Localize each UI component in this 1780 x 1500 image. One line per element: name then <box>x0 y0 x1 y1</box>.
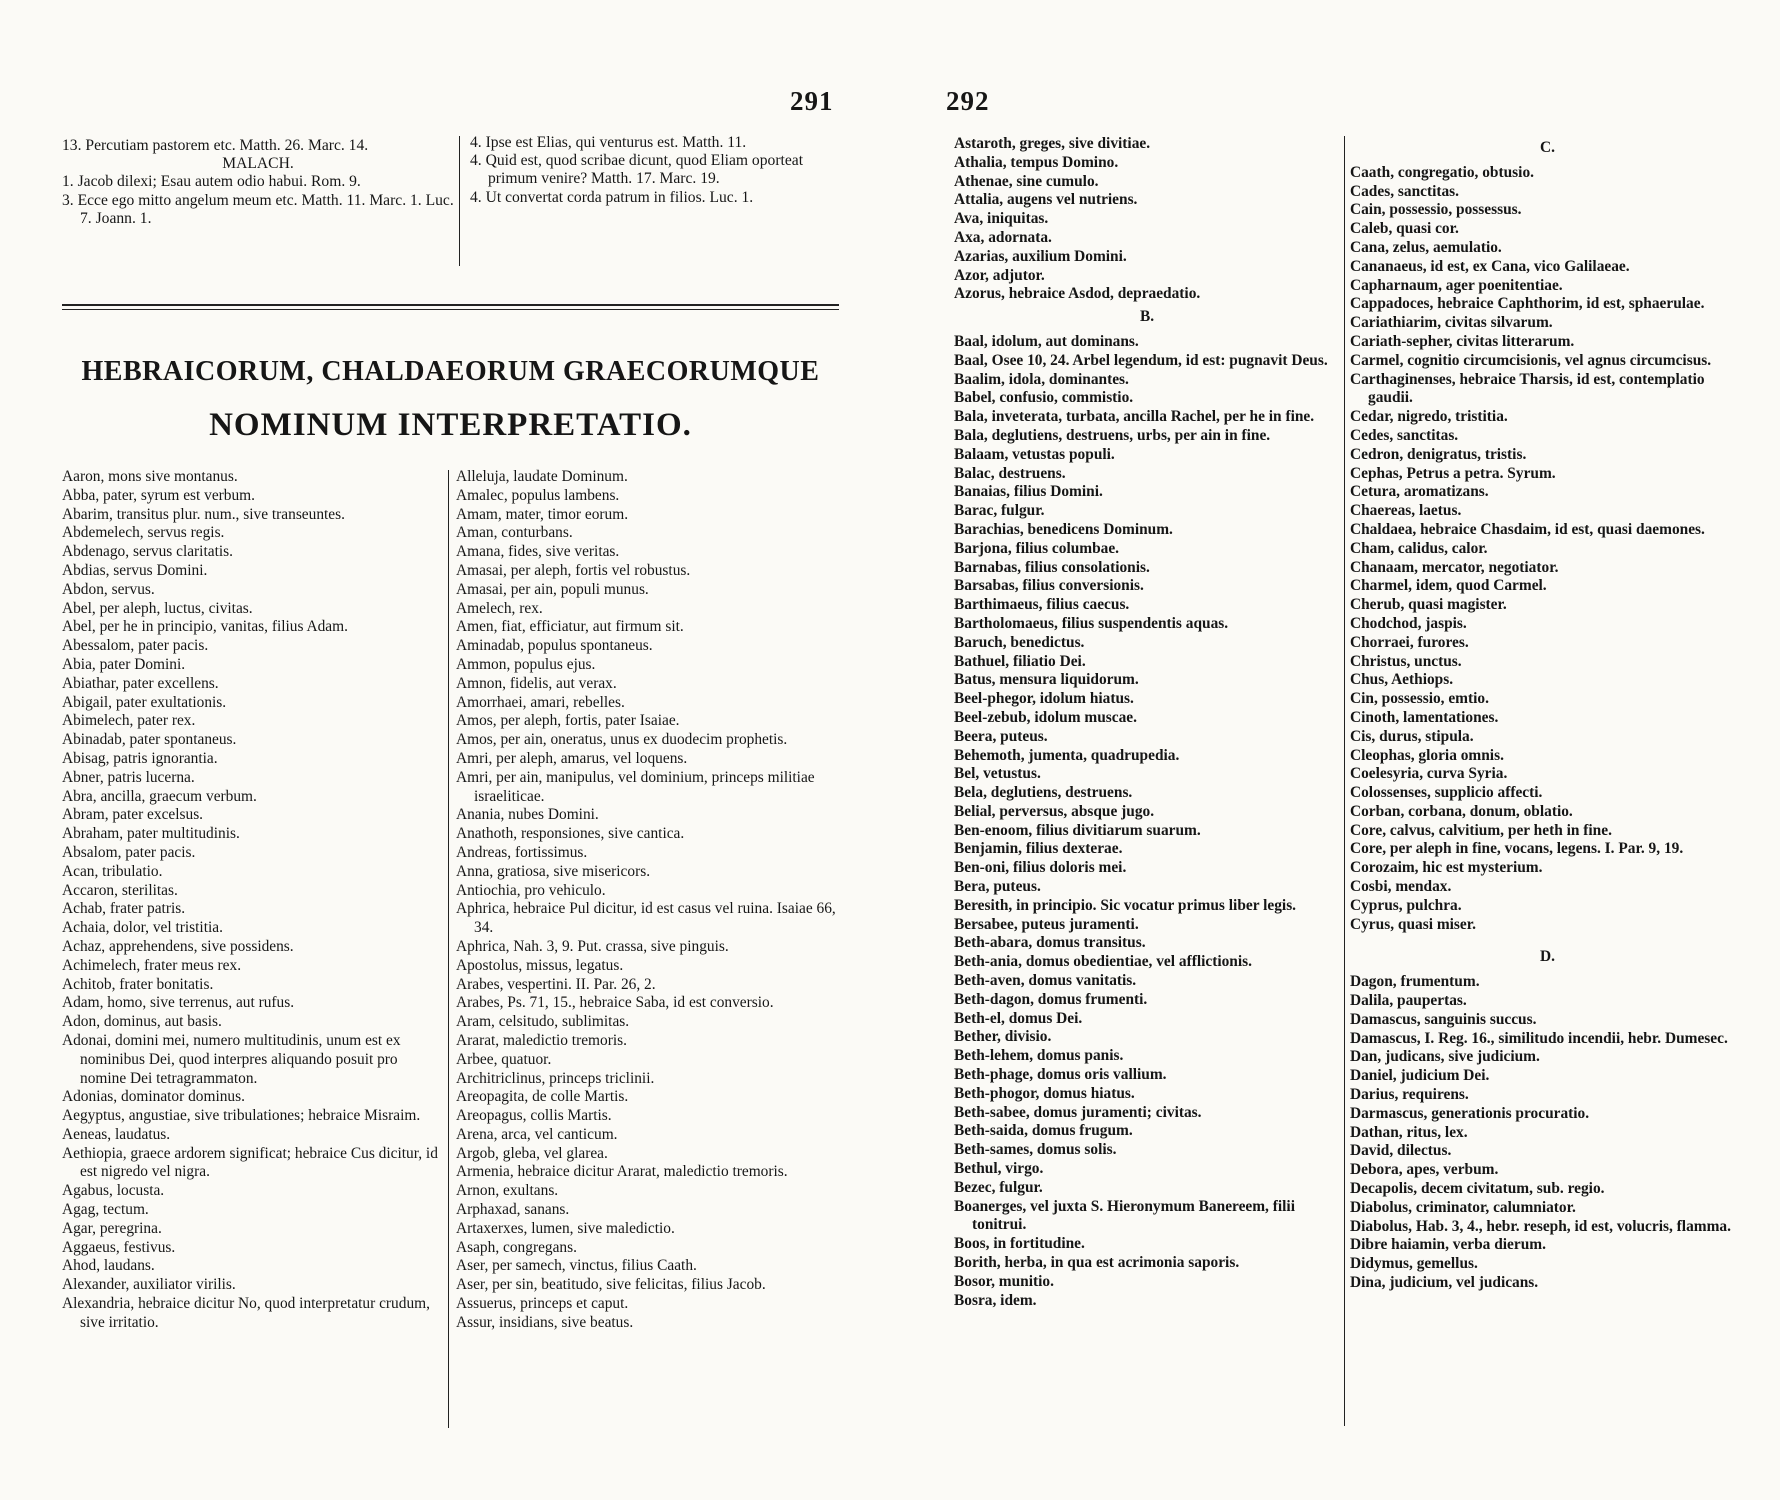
name-entry: Abram, pater excelsus. <box>62 806 204 824</box>
name-entry: Beresith, in principio. Sic vocatur primus liber legis. <box>954 896 1297 914</box>
name-entry: Beth-ania, domus obedientiae, vel afflictionis. <box>954 953 1252 971</box>
name-entry: Cosbi, mendax. <box>1350 878 1452 896</box>
name-entry: Arabes, vespertini. II. Par. 26, 2. <box>456 975 656 993</box>
name-entry: Cedar, nigredo, tristitia. <box>1350 408 1508 426</box>
name-entry: Corban, corbana, donum, oblatio. <box>1350 802 1573 820</box>
name-entry: Abel, per aleph, luctus, civitas. <box>62 599 253 617</box>
name-entry: Apostolus, missus, legatus. <box>456 956 624 974</box>
name-entry: Architriclinus, princeps triclinii. <box>456 1069 655 1087</box>
name-entry: Amasai, per aleph, fortis vel robustus. <box>456 561 691 579</box>
name-entry: Charmel, idem, quod Carmel. <box>1350 577 1547 595</box>
name-entry: Cham, calidus, calor. <box>1350 539 1488 557</box>
name-entry: Agag, tectum. <box>62 1201 149 1219</box>
name-entry: Bela, deglutiens, destruens. <box>954 784 1133 802</box>
name-entry: Dibre haiamin, verba dierum. <box>1350 1236 1546 1254</box>
name-entry: Beth-aven, domus vanitatis. <box>954 972 1137 990</box>
name-entry: Beth-sames, domus solis. <box>954 1141 1117 1159</box>
name-entry: Chus, Aethiops. <box>1350 671 1454 689</box>
page-number-right: 292 <box>946 86 990 116</box>
name-entry: Bersabee, puteus juramenti. <box>954 915 1139 933</box>
name-entry: Benjamin, filius dexterae. <box>954 840 1123 858</box>
name-entry: Bartholomaeus, filius suspendentis aquas. <box>954 614 1229 632</box>
name-entry: Absalom, pater pacis. <box>62 843 196 861</box>
name-entry: Baalim, idola, dominantes. <box>954 370 1129 388</box>
name-entry: Bel, vetustus. <box>954 765 1041 783</box>
name-entry: Ammon, populus ejus. <box>456 655 596 673</box>
name-entry: Beel-phegor, idolum hiatus. <box>954 690 1134 708</box>
name-entry: Abraham, pater multitudinis. <box>62 825 240 843</box>
name-entry: 1. Jacob dilexi; Esau autem odio habui. Rom. 9. <box>62 173 361 191</box>
name-entry: Antiochia, pro vehiculo. <box>456 881 606 899</box>
name-entry: Carmel, cognitio circumcisionis, vel agnus circumcisus. <box>1350 351 1712 369</box>
name-entry: Beth-saida, domus frugum. <box>954 1122 1133 1140</box>
name-entry: Bether, divisio. <box>954 1028 1052 1046</box>
name-entry: Abdias, servus Domini. <box>62 561 208 579</box>
name-entry: Chorraei, furores. <box>1350 633 1469 651</box>
name-entry: Ararat, maledictio tremoris. <box>456 1031 627 1049</box>
name-entry: Colossenses, supplicio affecti. <box>1350 784 1543 802</box>
name-entry: Amasai, per ain, populi munus. <box>456 580 649 598</box>
name-entry: Adonai, domini mei, numero multitudinis, unum est ex nominibus Dei, quod interpres aliquando posuit pro nomine Dei tetragrammaton. <box>62 1031 401 1087</box>
name-entry: Baal, idolum, aut dominans. <box>954 332 1139 350</box>
name-entry: Darmascus, generationis procuratio. <box>1350 1104 1590 1122</box>
name-entry: Accaron, sterilitas. <box>62 881 178 899</box>
name-entry: Aphrica, Nah. 3, 9. Put. crassa, sive pinguis. <box>456 937 729 955</box>
name-entry: Banaias, filius Domini. <box>954 483 1103 501</box>
name-entry: Abba, pater, syrum est verbum. <box>62 486 255 504</box>
name-entry: Beth-phogor, domus hiatus. <box>954 1084 1135 1102</box>
name-entry: Bezec, fulgur. <box>954 1178 1043 1196</box>
name-entry: Dathan, ritus, lex. <box>1350 1123 1468 1141</box>
names-column-4 <box>1350 135 1745 1293</box>
name-entry: Aeneas, laudatus. <box>62 1125 171 1143</box>
name-entry: Ahod, laudans. <box>62 1257 155 1275</box>
name-entry: Christus, unctus. <box>1350 652 1462 670</box>
name-entry: Abdon, servus. <box>62 580 155 598</box>
name-entry: Beth-abara, domus transitus. <box>954 934 1146 952</box>
name-entry: Cariath-sepher, civitas litterarum. <box>1350 332 1575 350</box>
name-entry: Athalia, tempus Domino. <box>954 153 1119 171</box>
name-entry: Behemoth, jumenta, quadrupedia. <box>954 746 1180 764</box>
name-entry: Amos, per aleph, fortis, pater Isaiae. <box>456 712 680 730</box>
name-entry: Chaldaea, hebraice Chasdaim, id est, quasi daemones. <box>1350 520 1705 538</box>
name-entry: Belial, perversus, absque jugo. <box>954 802 1155 820</box>
name-entry: Cedes, sanctitas. <box>1350 426 1459 444</box>
name-entry: Abinadab, pater spontaneus. <box>62 731 237 749</box>
name-entry: Achab, frater patris. <box>62 900 186 918</box>
name-entry: 13. Percutiam pastorem etc. Matth. 26. Marc. 14. <box>62 137 369 154</box>
name-entry: Barthimaeus, filius caecus. <box>954 596 1130 614</box>
name-entry: Coelesyria, curva Syria. <box>1350 765 1508 783</box>
entries-d <box>1350 973 1745 1293</box>
name-entry: Azarias, auxilium Domini. <box>954 247 1127 265</box>
name-entry: Core, per aleph in fine, vocans, legens. I. Par. 9, 19. <box>1350 840 1684 858</box>
name-entry: Abner, patris lucerna. <box>62 768 195 786</box>
name-entry: Astaroth, greges, sive divitiae. <box>954 135 1151 152</box>
name-entry: Aggaeus, festivus. <box>62 1238 176 1256</box>
section-rule-bottom <box>62 309 839 310</box>
name-entry: Bathuel, filiatio Dei. <box>954 652 1086 670</box>
name-entry: Abra, ancilla, graecum verbum. <box>62 787 257 805</box>
name-entry: Barachias, benedicens Dominum. <box>954 520 1173 538</box>
name-entry: Cetura, aromatizans. <box>1350 483 1489 501</box>
name-entry: Barsabas, filius conversionis. <box>954 577 1144 595</box>
name-entry: Abisag, patris ignorantia. <box>62 749 218 767</box>
top-right-verses <box>470 134 842 207</box>
name-entry: Beth-phage, domus oris vallium. <box>954 1066 1167 1084</box>
name-entry: Achimelech, frater meus rex. <box>62 956 242 974</box>
name-entry: Aaron, mons sive montanus. <box>62 468 238 485</box>
name-entry: Cariathiarim, civitas silvarum. <box>1350 314 1553 332</box>
name-entry: Baal, Osee 10, 24. Arbel legendum, id est: pugnavit Deus. <box>954 351 1328 369</box>
name-entry: 4. Ut convertat corda patrum in filios. Luc. 1. <box>470 188 754 206</box>
name-entry: Arphaxad, sanans. <box>456 1201 570 1219</box>
name-entry: Acan, tribulatio. <box>62 862 163 880</box>
name-entry: Aser, per sin, beatitudo, sive felicitas, filius Jacob. <box>456 1276 766 1294</box>
name-entry: Aethiopia, graece ardorem significat; hebraice Cus dicitur, id est nigredo vel nigra. <box>62 1144 438 1181</box>
top-column-divider <box>459 136 460 266</box>
name-entry: Boanerges, vel juxta S. Hieronymum Banereem, filii tonitrui. <box>954 1197 1295 1234</box>
name-entry: Cin, possessio, emtio. <box>1350 690 1489 708</box>
name-entry: Bera, puteus. <box>954 878 1041 896</box>
name-entry: Azorus, hebraice Asdod, depraedatio. <box>954 285 1201 303</box>
name-entry: Bala, deglutiens, destruens, urbs, per ain in fine. <box>954 426 1271 444</box>
name-entry: Areopagus, collis Martis. <box>456 1107 612 1125</box>
name-entry: Amorrhaei, amari, rebelles. <box>456 693 625 711</box>
name-entry: Achitob, frater bonitatis. <box>62 975 214 993</box>
name-entry: 4. Quid est, quod scribae dicunt, quod Eliam oporteat primum venire? Matth. 17. Marc. 19. <box>470 152 804 188</box>
name-entry: Boos, in fortitudine. <box>954 1235 1085 1253</box>
name-entry: Andreas, fortissimus. <box>456 843 588 861</box>
name-entry: Damascus, I. Reg. 16., similitudo incendii, hebr. Dumesec. <box>1350 1029 1728 1047</box>
name-entry: Cyrus, quasi miser. <box>1350 915 1476 933</box>
name-entry: Abia, pater Domini. <box>62 655 186 673</box>
name-entry: Armenia, hebraice dicitur Ararat, maledictio tremoris. <box>456 1163 788 1181</box>
name-entry: Amana, fides, sive veritas. <box>456 543 620 561</box>
name-entry: Darius, requirens. <box>1350 1086 1469 1104</box>
name-entry: Artaxerxes, lumen, sive maledictio. <box>456 1219 675 1237</box>
name-entry: Bosor, munitio. <box>954 1272 1054 1290</box>
name-entry: Aram, celsitudo, sublimitas. <box>456 1013 630 1031</box>
name-entry: Caleb, quasi cor. <box>1350 220 1459 238</box>
name-entry: Amalec, populus lambens. <box>456 486 620 504</box>
name-entry: 4. Ipse est Elias, qui venturus est. Matth. 11. <box>470 134 747 151</box>
entries-b <box>954 333 1340 1310</box>
name-entry: Abarim, transitus plur. num., sive transeuntes. <box>62 505 345 523</box>
name-entry: David, dilectus. <box>1350 1142 1452 1160</box>
name-entry: Core, calvus, calvitium, per heth in fine. <box>1350 821 1612 839</box>
name-entry: Aminadab, populus spontaneus. <box>456 637 653 655</box>
name-entry: Anna, gratiosa, sive misericors. <box>456 862 651 880</box>
name-entry: Beera, puteus. <box>954 727 1048 745</box>
name-entry: Argob, gleba, vel glarea. <box>456 1144 608 1162</box>
name-entry: Adam, homo, sive terrenus, aut rufus. <box>62 994 295 1012</box>
name-entry: Caath, congregatio, obtusio. <box>1350 163 1534 181</box>
name-entry: Diabolus, criminator, calumniator. <box>1350 1198 1576 1216</box>
page-number-left: 291 <box>790 86 834 116</box>
name-entry: Balac, destruens. <box>954 464 1066 482</box>
name-entry: Capharnaum, ager poenitentiae. <box>1350 276 1563 294</box>
name-entry: Areopagita, de colle Martis. <box>456 1088 629 1106</box>
name-entry: Beth-lehem, domus panis. <box>954 1047 1124 1065</box>
name-entry: Cain, possessio, possessus. <box>1350 201 1522 219</box>
section-rule-top <box>62 304 839 306</box>
name-entry: Arnon, exultans. <box>456 1182 559 1200</box>
name-entry: Assuerus, princeps et caput. <box>456 1295 629 1313</box>
name-entry: Azor, adjutor. <box>954 266 1045 284</box>
name-entry: Amam, mater, timor eorum. <box>456 505 629 523</box>
name-entry: Asaph, congregans. <box>456 1238 577 1256</box>
name-entry: Abiathar, pater excellens. <box>62 674 219 692</box>
name-entry: Achaia, dolor, vel tristitia. <box>62 919 223 937</box>
name-entry: Agar, peregrina. <box>62 1219 162 1237</box>
name-entry: Barjona, filius columbae. <box>954 539 1120 557</box>
book-heading: MALACH. <box>222 155 294 173</box>
name-entry: Ava, iniquitas. <box>954 210 1049 228</box>
name-entry: Beth-el, domus Dei. <box>954 1009 1083 1027</box>
name-entry: Daniel, judicium Dei. <box>1350 1067 1490 1085</box>
name-entry: Aman, conturbans. <box>456 524 573 542</box>
top-left-verses <box>62 137 454 228</box>
name-entry: Axa, adornata. <box>954 228 1052 246</box>
name-entry: Amos, per ain, oneratus, unus ex duodecim prophetis. <box>456 731 788 749</box>
name-entry: Cades, sanctitas. <box>1350 182 1460 200</box>
name-entry: Bala, inveterata, turbata, ancilla Rachel, per he in fine. <box>954 408 1315 426</box>
name-entry: Assur, insidians, sive beatus. <box>456 1313 634 1331</box>
name-entry: Abdemelech, servus regis. <box>62 524 225 542</box>
name-entry: Babel, confusio, commistio. <box>954 389 1134 407</box>
name-entry: Alleluja, laudate Dominum. <box>456 468 628 485</box>
names-column-1 <box>62 468 442 1333</box>
name-entry: Dagon, frumentum. <box>1350 973 1480 991</box>
name-entry: Athenae, sine cumulo. <box>954 172 1099 190</box>
name-entry: Dina, judicium, vel judicans. <box>1350 1274 1539 1292</box>
name-entry: Chaereas, laetus. <box>1350 502 1462 520</box>
name-entry: Abel, per he in principio, vanitas, filius Adam. <box>62 618 348 636</box>
name-entry: Cananaeus, id est, ex Cana, vico Galilaeae. <box>1350 257 1630 275</box>
name-entry: Bethul, virgo. <box>954 1160 1044 1178</box>
name-entry: Cherub, quasi magister. <box>1350 596 1507 614</box>
name-entry: Amelech, rex. <box>456 599 543 617</box>
name-entry: Beth-dagon, domus frumenti. <box>954 990 1148 1008</box>
name-entry: Ben-oni, filius doloris mei. <box>954 859 1127 877</box>
name-entry: Alexandria, hebraice dicitur No, quod interpretatur crudum, sive irritatio. <box>62 1295 430 1331</box>
name-entry: Agabus, locusta. <box>62 1182 165 1200</box>
name-entry: Ben-enoom, filius divitiarum suarum. <box>954 821 1201 839</box>
entries-a-continued <box>954 135 1340 304</box>
name-entry: Carthaginenses, hebraice Tharsis, id est, contemplatio gaudii. <box>1350 370 1705 407</box>
name-entry: Cappadoces, hebraice Caphthorim, id est, sphaerulae. <box>1350 295 1705 313</box>
name-entry: Abessalom, pater pacis. <box>62 637 209 655</box>
name-entry: Decapolis, decem civitatum, sub. regio. <box>1350 1180 1605 1198</box>
name-entry: Diabolus, Hab. 3, 4., hebr. reseph, id est, volucris, flamma. <box>1350 1217 1731 1235</box>
name-entry: Dan, judicans, sive judicium. <box>1350 1048 1540 1066</box>
name-entry: Cana, zelus, aemulatio. <box>1350 238 1502 256</box>
name-entry: Cinoth, lamentationes. <box>1350 708 1499 726</box>
name-entry: Achaz, apprehendens, sive possidens. <box>62 937 294 955</box>
name-entry: Beel-zebub, idolum muscae. <box>954 708 1137 726</box>
names-column-2 <box>456 468 841 1333</box>
column-divider-right <box>1344 136 1345 1426</box>
name-entry: Cleophas, gloria omnis. <box>1350 746 1504 764</box>
letter-heading-d: D. <box>1540 948 1555 966</box>
section-title-line1: HEBRAICORUM, CHALDAEORUM GRAECORUMQUE <box>81 356 820 387</box>
name-entry: Amnon, fidelis, aut verax. <box>456 674 617 692</box>
name-entry: Aegyptus, angustiae, sive tribulationes; hebraice Misraim. <box>62 1107 421 1125</box>
names-column-3 <box>954 135 1340 1310</box>
name-entry: Aphrica, hebraice Pul dicitur, id est casus vel ruina. Isaiae 66, 34. <box>456 900 836 937</box>
name-entry: Alexander, auxiliator virilis. <box>62 1276 236 1294</box>
name-entry: Amen, fiat, efficiatur, aut firmum sit. <box>456 618 684 636</box>
name-entry: Borith, herba, in qua est acrimonia saporis. <box>954 1254 1240 1272</box>
name-entry: Abigail, pater exultationis. <box>62 693 227 711</box>
name-entry: Batus, mensura liquidorum. <box>954 671 1139 689</box>
name-entry: Damascus, sanguinis succus. <box>1350 1010 1537 1028</box>
name-entry: Arena, arca, vel canticum. <box>456 1125 618 1143</box>
name-entry: Arabes, Ps. 71, 15., hebraice Saba, id est conversio. <box>456 994 774 1012</box>
name-entry: Abdenago, servus claritatis. <box>62 543 233 561</box>
name-entry: Dalila, paupertas. <box>1350 992 1467 1010</box>
name-entry: Arbee, quatuor. <box>456 1050 552 1068</box>
name-entry: Cis, durus, stipula. <box>1350 727 1474 745</box>
name-entry: Amri, per ain, manipulus, vel dominium, princeps militiae israeliticae. <box>456 768 815 805</box>
name-entry: 3. Ecce ego mitto angelum meum etc. Matth. 11. Marc. 1. Luc. 7. Joann. 1. <box>62 191 454 227</box>
letter-heading-b: B. <box>1139 308 1155 326</box>
column-divider-left <box>448 470 449 1428</box>
name-entry: Cephas, Petrus a petra. Syrum. <box>1350 464 1556 482</box>
name-entry: Abimelech, pater rex. <box>62 712 196 730</box>
name-entry: Beth-sabee, domus juramenti; civitas. <box>954 1103 1202 1121</box>
name-entry: Cyprus, pulchra. <box>1350 896 1462 914</box>
name-entry: Amri, per aleph, amarus, vel loquens. <box>456 749 688 767</box>
name-entry: Adonias, dominator dominus. <box>62 1088 245 1106</box>
name-entry: Aser, per samech, vinctus, filius Caath. <box>456 1257 697 1275</box>
section-title-line2: NOMINUM INTERPRETATIO. <box>209 407 692 443</box>
name-entry: Attalia, augens vel nutriens. <box>954 191 1138 209</box>
name-entry: Anania, nubes Domini. <box>456 806 599 824</box>
name-entry: Chanaam, mercator, negotiator. <box>1350 558 1559 576</box>
name-entry: Adon, dominus, aut basis. <box>62 1013 222 1031</box>
entries-c <box>1350 164 1745 935</box>
name-entry: Didymus, gemellus. <box>1350 1255 1478 1273</box>
name-entry: Anathoth, responsiones, sive cantica. <box>456 825 685 843</box>
name-entry: Bosra, idem. <box>954 1291 1037 1309</box>
name-entry: Barnabas, filius consolationis. <box>954 558 1150 576</box>
name-entry: Corozaim, hic est mysterium. <box>1350 859 1543 877</box>
name-entry: Chodchod, jaspis. <box>1350 614 1467 632</box>
name-entry: Debora, apes, verbum. <box>1350 1161 1499 1179</box>
name-entry: Balaam, vetustas populi. <box>954 445 1115 463</box>
letter-heading-c: C. <box>1540 139 1555 156</box>
name-entry: Baruch, benedictus. <box>954 633 1085 651</box>
name-entry: Barac, fulgur. <box>954 502 1045 520</box>
name-entry: Cedron, denigratus, tristis. <box>1350 445 1527 463</box>
